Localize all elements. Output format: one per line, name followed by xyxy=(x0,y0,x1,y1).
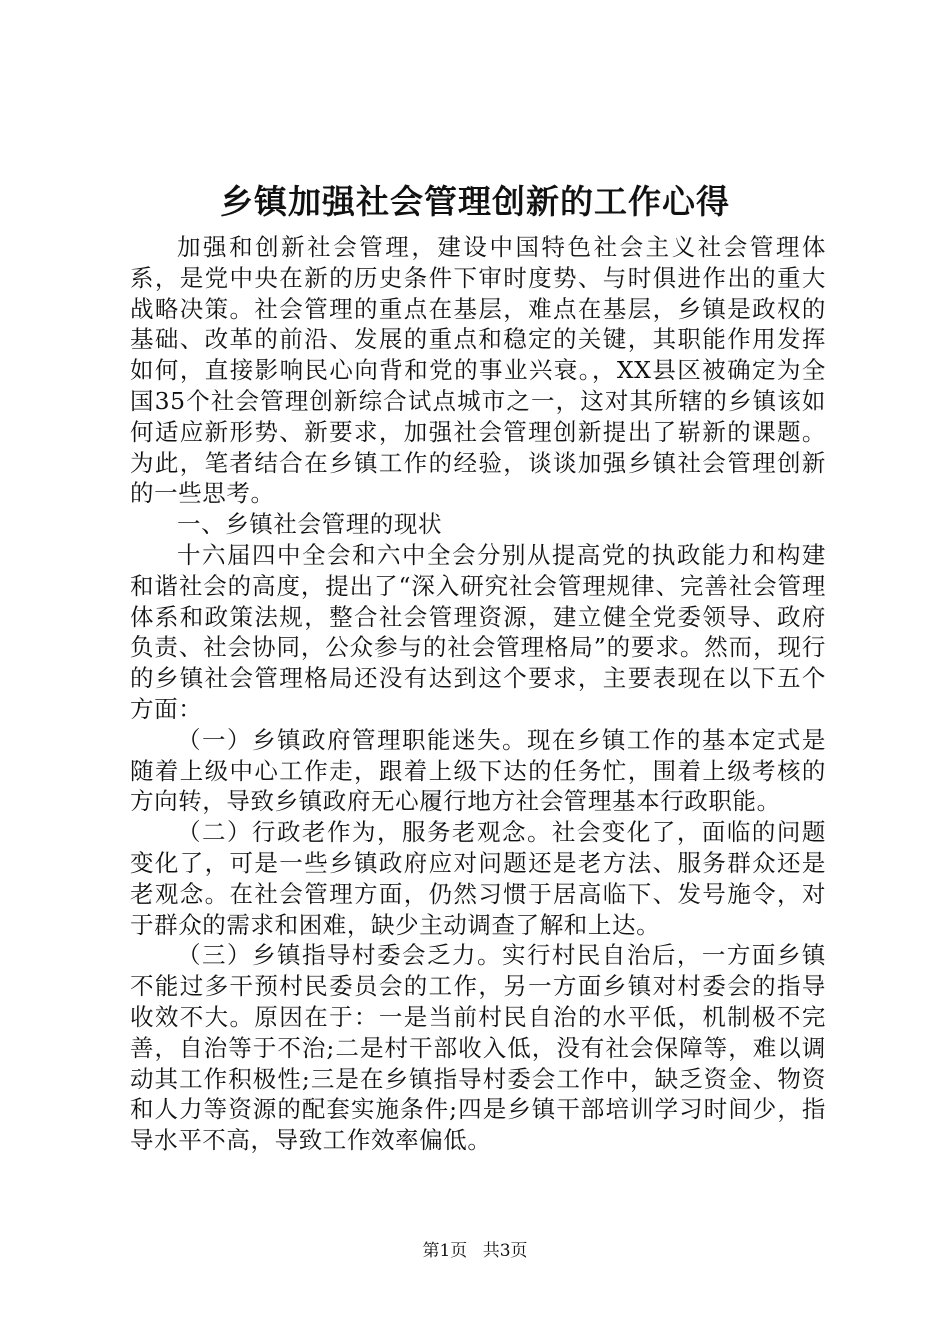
document-body xyxy=(130,232,826,1156)
section-heading-current-status: 一、乡镇社会管理的现状 xyxy=(177,510,443,539)
page-number: 第1页 xyxy=(422,1241,468,1261)
page-footer xyxy=(0,1240,950,1262)
paragraph-requirements: 十六届四中全会和六中全会分别从提高党的执政能力和构建和谐社会的高度，提出了“深入研究社会管理规律、完善社会管理体系和政策法规，整合社会管理资源，建立健全党委领导、政府负责、社会协同，公众参与的社会管理格局”的要求。然而，现行的乡镇社会管理格局还没有达到这个要求，主要表现在以下五个方面： xyxy=(130,540,826,723)
paragraph-point-3: （三）乡镇指导村委会乏力。实行村民自治后，一方面乡镇不能过多干预村民委员会的工作，另一方面乡镇对村委会的指导收效不大。原因在于：一是当前村民自治的水平低，机制极不完善，自治等于不治;二是村干部收入低，没有社会保障等，难以调动其工作积极性;三是在乡镇指导村委会工作中，缺乏资金、物资和人力等资源的配套实施条件;四是乡镇干部培训学习时间少，指导水平不高，导致工作效率偏低。 xyxy=(130,941,826,1155)
paragraph-intro: 加强和创新社会管理，建设中国特色社会主义社会管理体系，是党中央在新的历史条件下审时度势、与时俱进作出的重大战略决策。社会管理的重点在基层，难点在基层，乡镇是政权的基础、改革的前沿、发展的重点和稳定的关键，其职能作用发挥如何，直接影响民心向背和党的事业兴衰。，XX县区被确定为全国35个社会管理创新综合试点城市之一，这对其所辖的乡镇该如何适应新形势、新要求，加强社会管理创新提出了崭新的课题。为此，笔者结合在乡镇工作的经验，谈谈加强乡镇社会管理创新的一些思考。 xyxy=(130,233,826,508)
page-total: 共3页 xyxy=(482,1241,528,1261)
paragraph-point-2: （二）行政老作为，服务老观念。社会变化了，面临的问题变化了，可是一些乡镇政府应对问题还是老方法、服务群众还是老观念。在社会管理方面，仍然习惯于居高临下、发号施令，对于群众的需求和困难，缺少主动调查了解和上达。 xyxy=(130,818,826,939)
paragraph-point-1: （一）乡镇政府管理职能迷失。现在乡镇工作的基本定式是随着上级中心工作走，跟着上级下达的任务忙，围着上级考核的方向转，导致乡镇政府无心履行地方社会管理基本行政职能。 xyxy=(130,725,826,816)
document-title: 乡镇加强社会管理创新的工作心得 xyxy=(220,182,730,221)
